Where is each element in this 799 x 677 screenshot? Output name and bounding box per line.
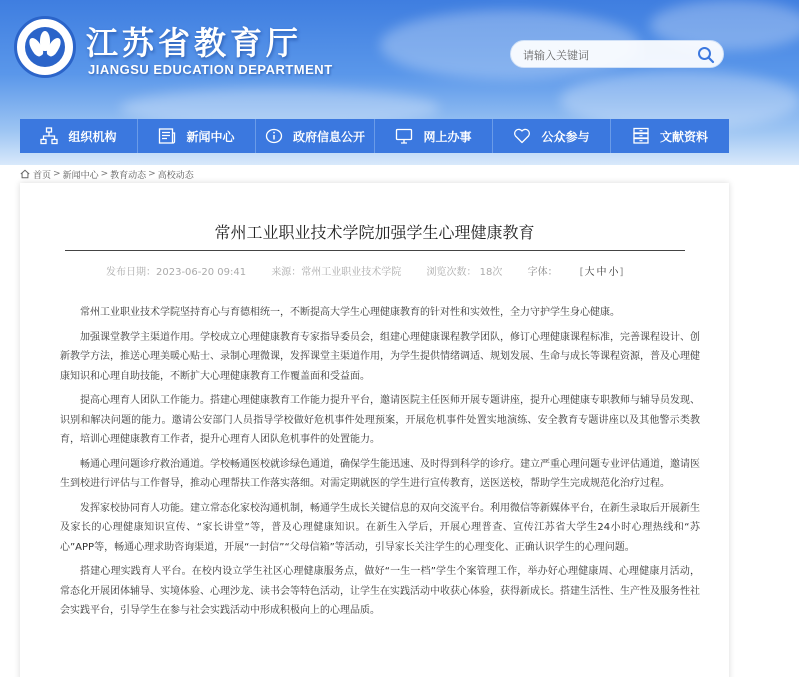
- nav-label: 公众参与: [541, 129, 590, 144]
- font-large-button[interactable]: 大: [584, 267, 595, 278]
- article-paragraph: 畅通心理问题诊疗救治通道。学校畅通医校就诊绿色通道，确保学生能迅速、及时得到科学的诊疗。建立严重心理问题专业评估通道，邀请医生到校进行评估与工作督导，推动心理帮扶工作落实落细。对需定期就医的学生进行宣传教育，送医送校，帮助学生完成规范化治疗过程。: [60, 458, 700, 489]
- nav-item-news[interactable]: [138, 119, 256, 153]
- search-box: [510, 40, 724, 68]
- monitor-icon: [395, 127, 413, 145]
- main-nav: [20, 119, 729, 153]
- org-chart-icon: [40, 127, 58, 145]
- breadcrumb: 首页 > 新闻中心 > 教育动态 > 高校动态: [20, 166, 194, 182]
- nav-label: 网上办事: [423, 129, 472, 144]
- article-paragraph: 发挥家校协同育人功能。建立常态化家校沟通机制，畅通学生成长关键信息的双向交流平台。利用微信等新媒体平台，在新生录取后开展新生及家长的心理健康知识宣传、“家长讲堂”等，普及心理健康知识。在新生入学后，开展心理普查、宣传江苏省大学生24小时心理热线和“苏心”APP等，畅通心理求助咨询渠道，开展“一封信”“父母信箱”等活动，引导家长关注学生的心理变化、正确认识学生的心理问题。: [60, 502, 700, 553]
- article-source: 来源：常州工业职业技术学院: [271, 267, 402, 278]
- article-paragraph: 搭建心理实践育人平台。在校内设立学生社区心理健康服务点，做好“一生一档”学生个案管理工作，举办好心理健康周、心理健康月活动，常态化开展团体辅导、实境体验、心理沙龙、读书会等特色活动，让学生在实践活动中收获心体验，获得新成长。搭建生活性、生产性及服务性社会实践平台，引导学生在参与社会实践活动中形成积极向上的心理品质。: [60, 566, 700, 616]
- nav-label: 新闻中心: [186, 129, 235, 144]
- font-size-label: 字体：: [527, 267, 558, 278]
- nav-item-public-participation[interactable]: [493, 119, 611, 153]
- breadcrumb-home[interactable]: 首页: [33, 170, 52, 181]
- info-disclosure-icon: [265, 127, 283, 145]
- title-divider: [65, 250, 685, 251]
- article-panel: [20, 183, 729, 677]
- view-count: 浏览次数： 18次: [426, 267, 503, 278]
- font-size-control: 字体： [大 中 小]: [527, 267, 624, 278]
- article-meta: [106, 263, 645, 278]
- newspaper-icon: [158, 127, 176, 145]
- font-small-button[interactable]: 小: [608, 267, 619, 278]
- site-logo[interactable]: [14, 16, 76, 78]
- article-paragraph: 常州工业职业技术学院坚持育心与育德相统一，不断提高大学生心理健康教育的针对性和实效性，全力守护学生身心健康。: [80, 307, 620, 318]
- search-icon[interactable]: [697, 46, 715, 64]
- home-icon: [20, 169, 30, 179]
- breadcrumb-education-news[interactable]: 教育动态: [110, 170, 147, 181]
- nav-item-documents[interactable]: [611, 119, 729, 153]
- heart-icon: [513, 127, 531, 145]
- nav-item-info-disclosure[interactable]: [256, 119, 375, 153]
- archive-icon: [632, 127, 650, 145]
- article-paragraph: 加强课堂教学主渠道作用。学校成立心理健康教育专家指导委员会，组建心理健康课程教学团队，修订心理健康课程标准，完善课程设计、创新教学方法，推送心理美暖心贴士、录制心理微课，发挥课堂主渠道作用，为学生提供情绪调适、规划发展、生命与成长等课程资源，普及心理健康知识和心理自助技能，不断扩大心理健康教育工作覆盖面和受益面。: [60, 331, 700, 382]
- site-title: 江苏省教育厅: [86, 24, 303, 62]
- article-body: [60, 303, 700, 626]
- breadcrumb-university-news[interactable]: 高校动态: [157, 170, 194, 181]
- breadcrumb-news-center[interactable]: 新闻中心: [62, 170, 99, 181]
- site-subtitle: JIANGSU EDUCATION DEPARTMENT: [88, 62, 333, 77]
- article-title: 常州工业职业技术学院加强学生心理健康教育: [214, 223, 535, 242]
- nav-label: 政府信息公开: [292, 129, 365, 144]
- font-medium-button[interactable]: 中: [596, 267, 607, 278]
- header-banner: [0, 0, 799, 165]
- nav-item-online-service[interactable]: [375, 119, 493, 153]
- nav-item-organization[interactable]: [20, 119, 138, 153]
- nav-label: 组织机构: [68, 129, 117, 144]
- search-input[interactable]: [523, 45, 693, 65]
- article-paragraph: 提高心理育人团队工作能力。搭建心理健康教育工作能力提升平台，邀请医院主任医师开展专题讲座，提升心理健康专职教师与辅导员发现、识别和解决问题的能力。邀请公安部门人员指导学校做好危机事件处理预案，开展危机事件处置实地演练、安全教育专题讲座以及其他警示类教育，培训心理健康教育工作者，提升心理育人团队危机事件的处置能力。: [60, 395, 700, 445]
- nav-label: 文献资料: [659, 129, 708, 144]
- publish-date: 发布日期：2023-06-20 09:41: [106, 267, 247, 278]
